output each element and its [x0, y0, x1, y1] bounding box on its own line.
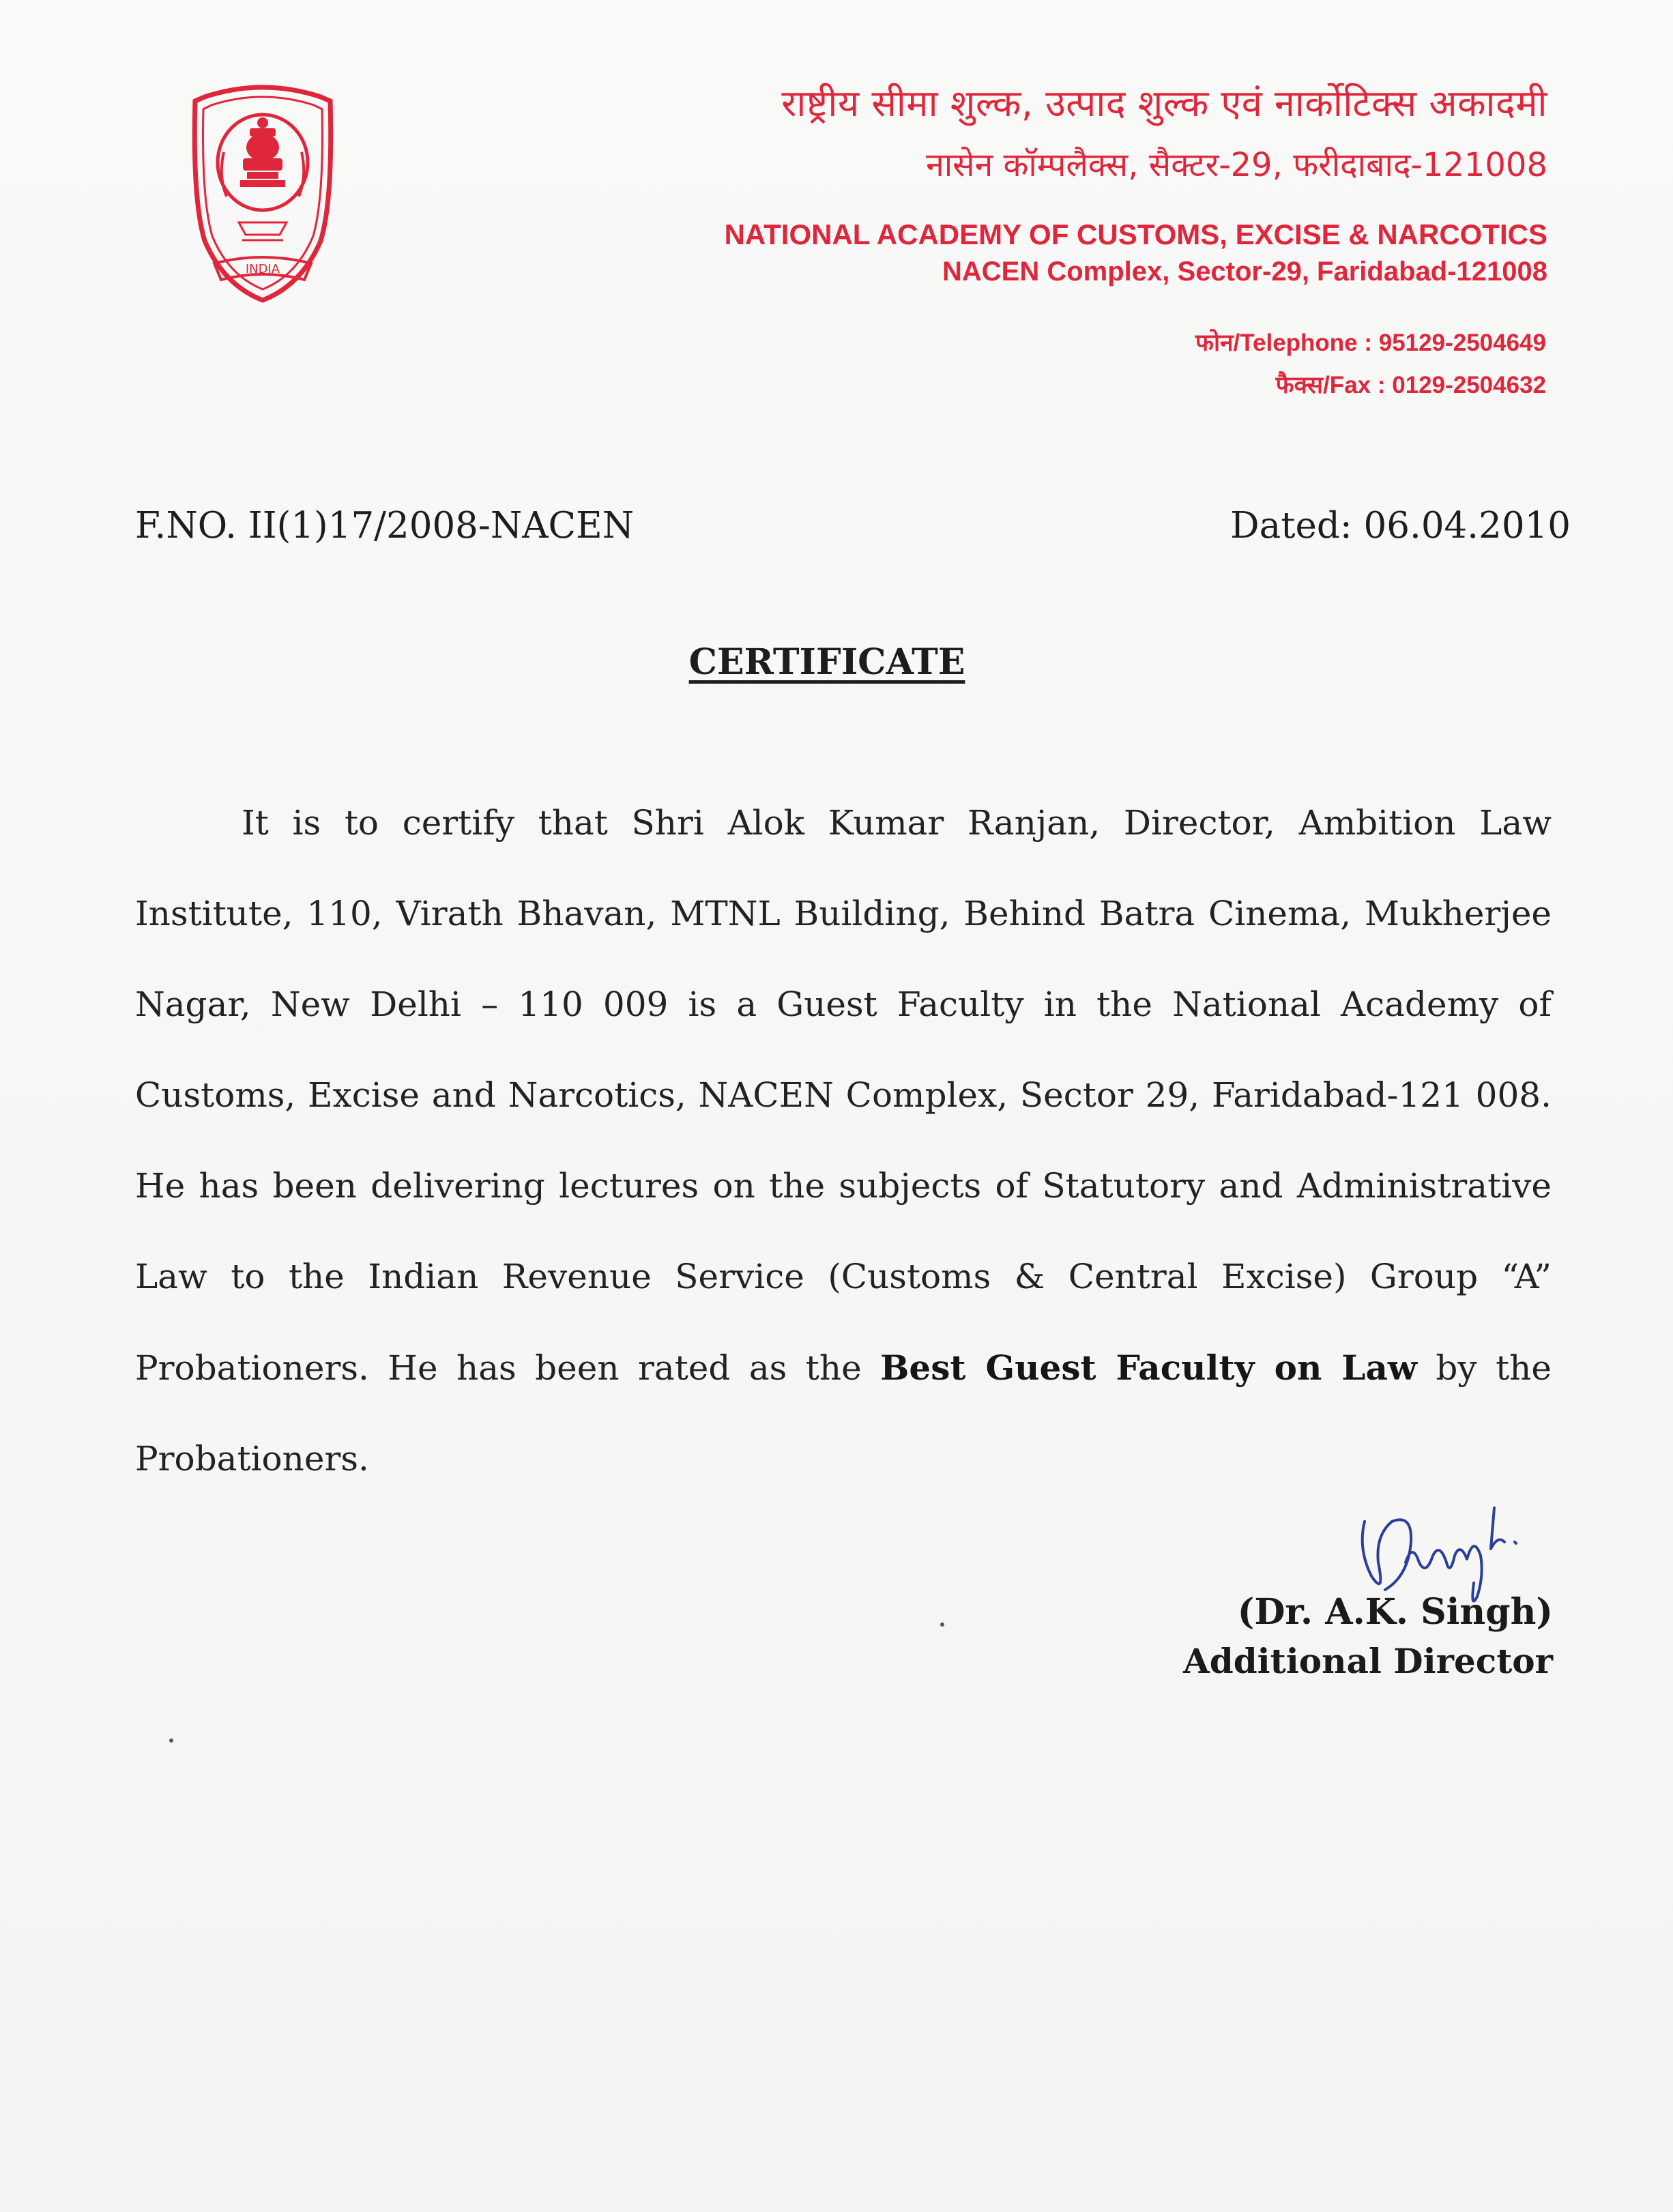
certificate-title: CERTIFICATE	[688, 641, 965, 683]
file-number: F.NO. II(1)17/2008-NACEN	[135, 505, 635, 547]
academy-address-hindi: नासेन कॉम्पलैक्स, सैक्टर-29, फरीदाबाद-121008	[926, 146, 1547, 184]
scan-speck	[940, 1622, 944, 1627]
emblem-india-text: INDIA	[245, 262, 280, 276]
certificate-body	[135, 778, 1552, 1504]
signatory-name: (Dr. A.K. Singh)	[1237, 1591, 1553, 1633]
body-text-part-2: by the Probationers.	[135, 1348, 1552, 1479]
academy-name-english: NATIONAL ACADEMY OF CUSTOMS, EXCISE & NARCOTICS	[724, 218, 1547, 250]
national-emblem-shield-icon	[184, 81, 341, 312]
academy-name-hindi: राष्ट्रीय सीमा शुल्क, उत्पाद शुल्क एवं नार्कोटिक्स अकादमी	[781, 82, 1547, 125]
signatory-designation: Additional Director	[1182, 1641, 1553, 1681]
academy-address-english: NACEN Complex, Sector-29, Faridabad-121008	[942, 257, 1547, 287]
scan-speck	[169, 1738, 173, 1743]
fax-number: फैक्स/Fax : 0129-2504632	[1275, 372, 1546, 398]
body-bold-phrase: Best Guest Faculty on Law	[880, 1348, 1417, 1388]
telephone-number: फोन/Telephone : 95129-2504649	[1195, 330, 1546, 356]
body-text-part-1: It is to certify that Shri Alok Kumar Ranjan, Director, Ambition Law Institute, 110, Virath Bhavan, MTNL Building, Behind Batra Cinema, Mukherjee Nagar, New Delhi – 110 009 is a Guest Faculty in the National Academy of Customs, Excise and Narcotics, NACEN Complex, Sector 29, Faridabad-121 008. He has been delivering lectures on the subjects of Statutory and Administrative Law to the Indian Revenue Service (Customs & Central Excise) Group “A” Probationers. He has been rated as the	[135, 803, 1552, 1388]
date: Dated: 06.04.2010	[1230, 505, 1571, 547]
